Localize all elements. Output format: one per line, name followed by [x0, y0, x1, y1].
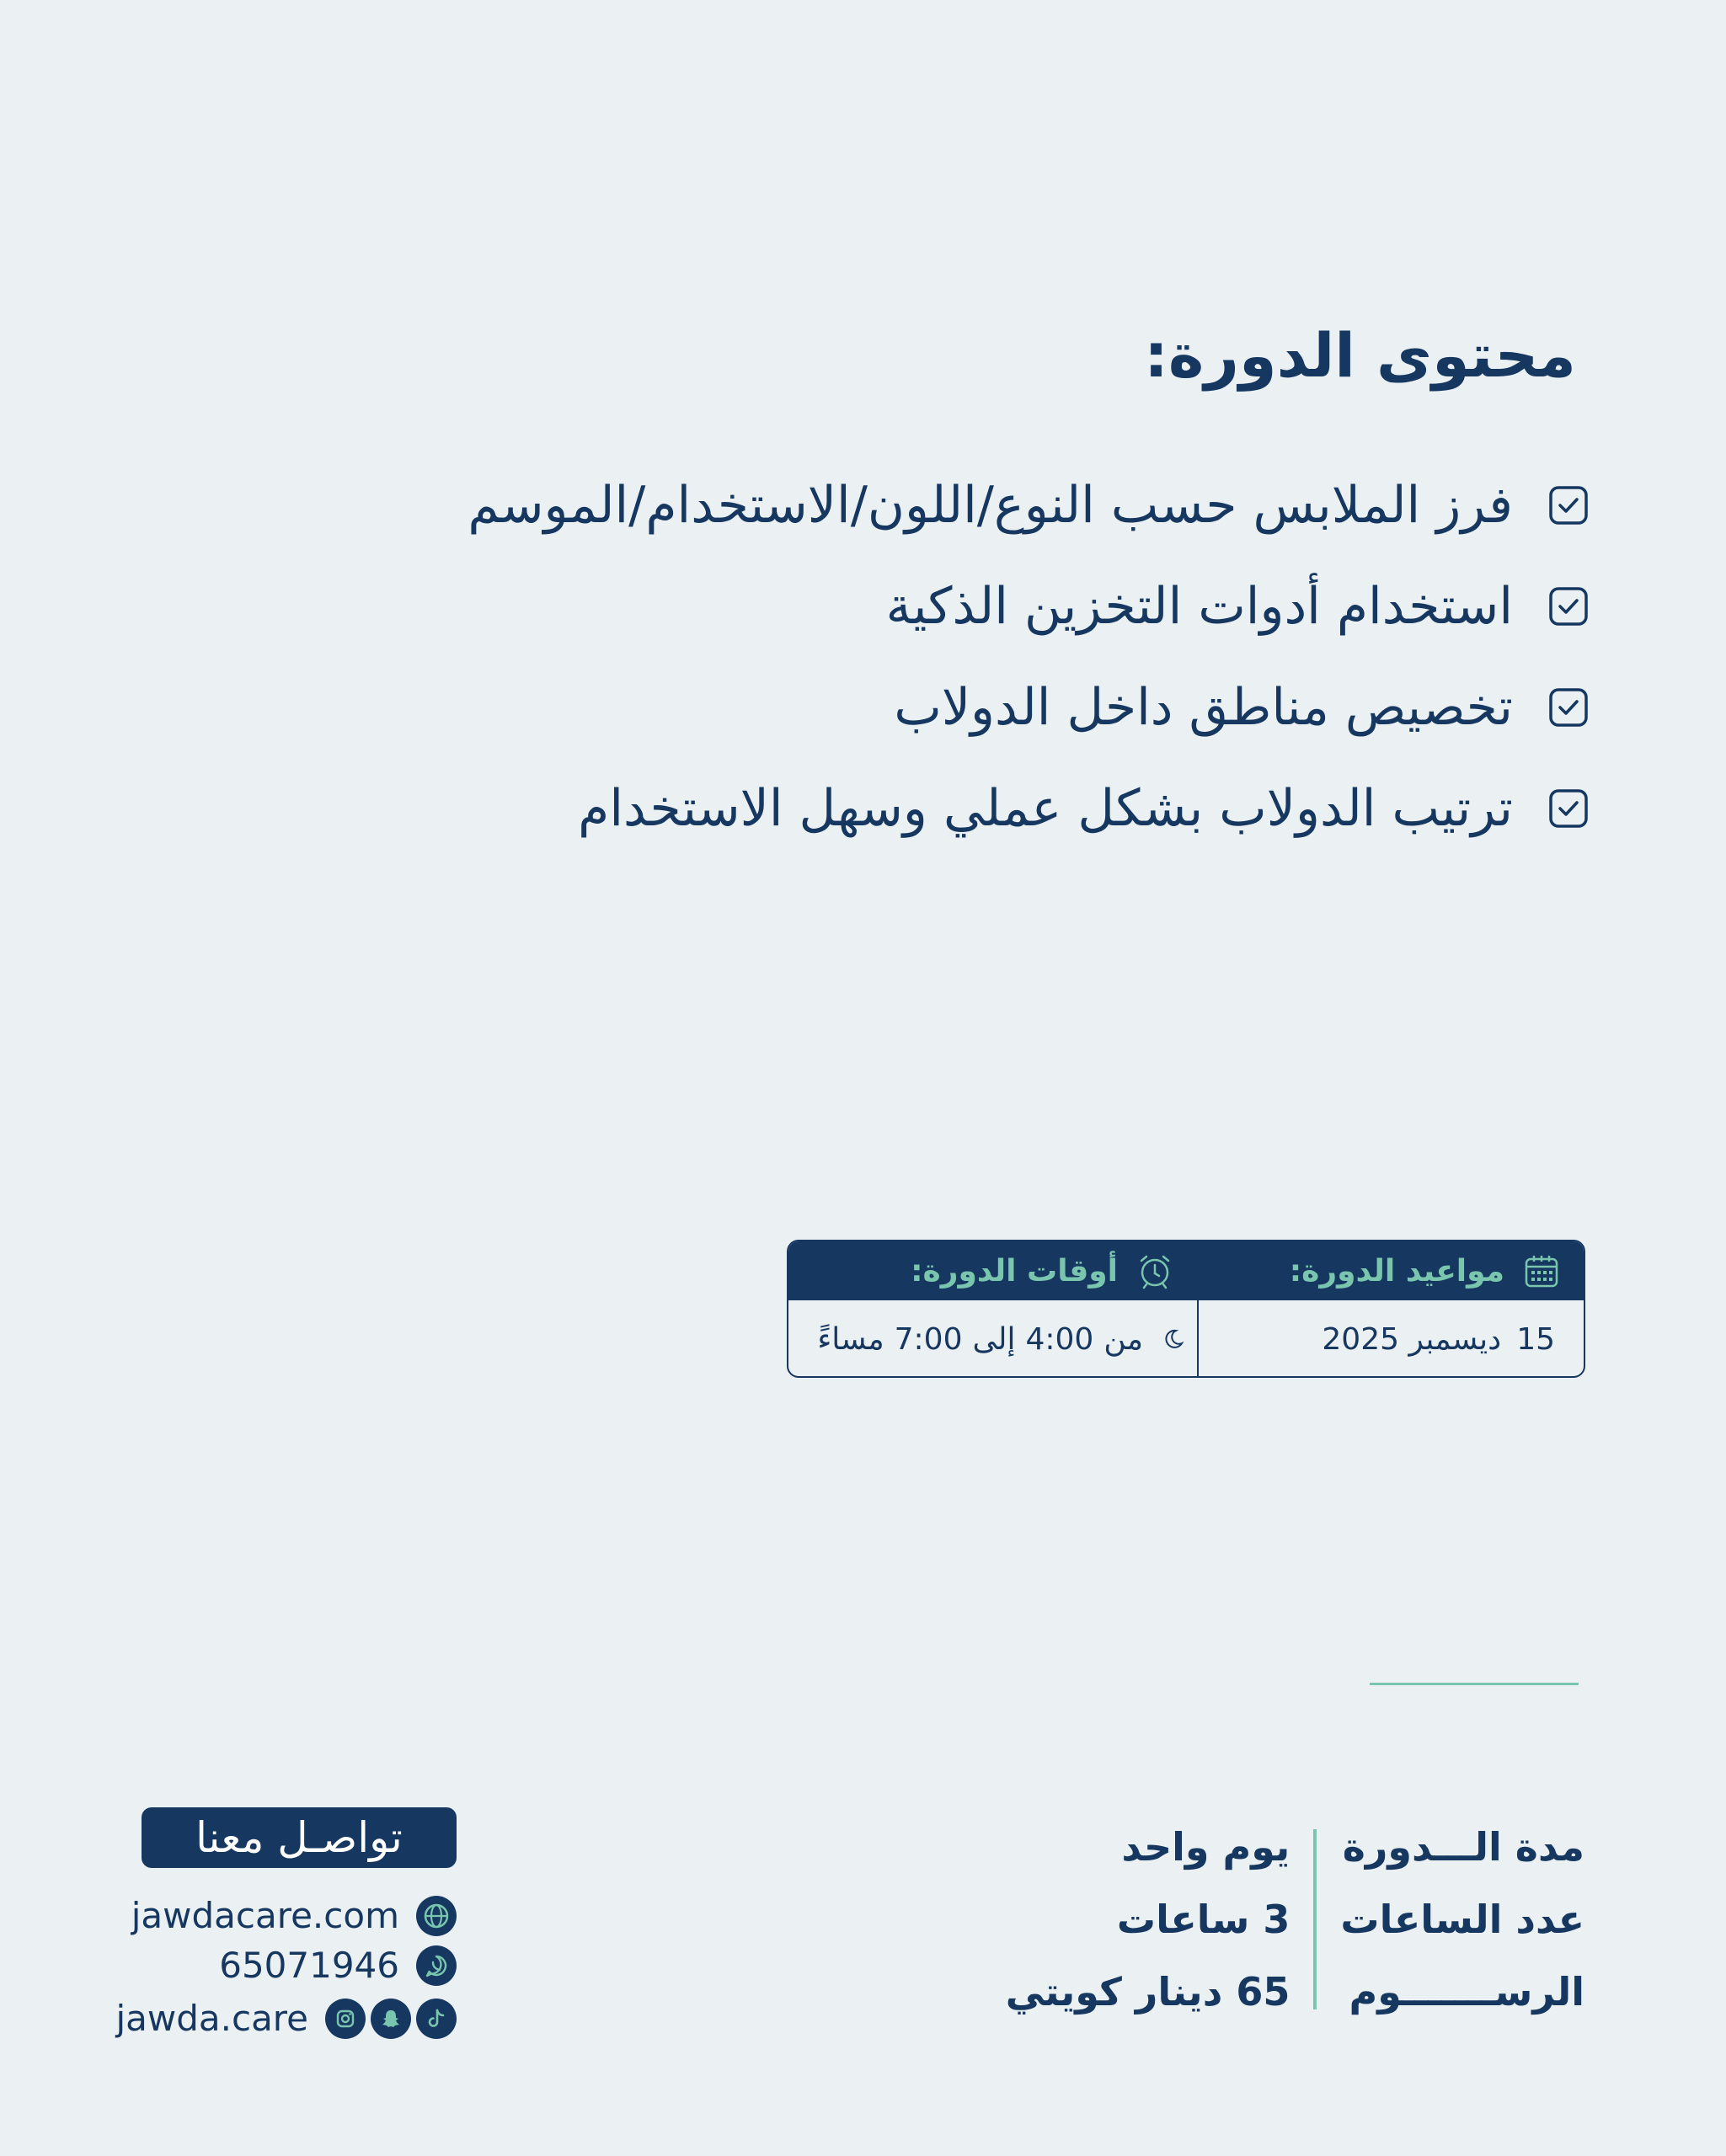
list-item [468, 455, 1589, 556]
dates-header [1197, 1241, 1584, 1300]
fees-label: الرســـــــوم [1349, 1969, 1584, 2015]
list-item [468, 657, 1589, 758]
duration-label: مدة الـــدورة [1342, 1824, 1584, 1870]
website-link[interactable]: jawdacare.com [131, 1895, 399, 1936]
course-info-labels [1340, 1811, 1584, 2028]
list-item-text: فرز الملابس حسب النوع/اللون/الاستخدام/الموسم [468, 476, 1513, 535]
course-content-heading: محتوى الدورة: [1144, 320, 1576, 391]
contact-us-button[interactable]: تواصـل معنا [142, 1807, 457, 1868]
list-item-text: ترتيب الدولاب بشكل عملي وسهل الاستخدام [578, 779, 1513, 838]
time-from: 4:00 [1025, 1321, 1094, 1357]
times-label: أوقات الدورة: [911, 1253, 1118, 1289]
course-info [1006, 1811, 1584, 2028]
time-from-word: من [1103, 1321, 1143, 1357]
moon-icon [1162, 1327, 1185, 1351]
divider-line [1370, 1683, 1579, 1685]
tiktok-icon[interactable] [416, 1999, 457, 2039]
time-to: 7:00 [894, 1321, 963, 1357]
list-item [468, 556, 1589, 657]
time-to-word: إلى [972, 1321, 1016, 1357]
dates-label: مواعيد الدورة: [1289, 1253, 1504, 1289]
duration-value: يوم واحد [1121, 1824, 1290, 1870]
date-day: 15 [1516, 1321, 1555, 1357]
phone-number[interactable]: 65071946 [219, 1945, 399, 1986]
course-content-list [468, 455, 1589, 859]
times-header [788, 1241, 1197, 1300]
time-period: مساءً [817, 1321, 884, 1357]
social-handle[interactable]: jawda.care [115, 1998, 308, 2039]
checkbox-checked-icon [1548, 586, 1589, 627]
course-time [788, 1300, 1197, 1378]
checkbox-checked-icon [1548, 788, 1589, 829]
fees-value: 65 دينار كويتي [1005, 1969, 1290, 2015]
phone-row[interactable] [219, 1945, 457, 1986]
social-row[interactable] [115, 1998, 457, 2039]
checkbox-checked-icon [1548, 687, 1589, 728]
course-info-values [1006, 1811, 1290, 2028]
list-item [468, 758, 1589, 859]
calendar-icon [1523, 1252, 1560, 1289]
date-month-year: ديسمبر 2025 [1322, 1321, 1502, 1357]
globe-icon [416, 1896, 457, 1936]
schedule-values [788, 1300, 1584, 1378]
whatsapp-icon [416, 1945, 457, 1986]
alarm-clock-icon [1136, 1252, 1173, 1289]
list-item-text: تخصيص مناطق داخل الدولاب [894, 678, 1513, 737]
schedule-table [787, 1240, 1585, 1378]
hours-value: 3 ساعات [1116, 1897, 1290, 1942]
checkbox-checked-icon [1548, 485, 1589, 526]
list-item-text: استخدام أدوات التخزين الذكية [885, 577, 1513, 636]
instagram-icon[interactable] [325, 1999, 366, 2039]
course-date [1197, 1300, 1584, 1378]
hours-label: عدد الساعات [1340, 1897, 1584, 1942]
website-row[interactable] [131, 1895, 457, 1936]
schedule-header [788, 1241, 1584, 1300]
info-divider [1313, 1829, 1317, 2009]
snapchat-icon[interactable] [371, 1999, 411, 2039]
